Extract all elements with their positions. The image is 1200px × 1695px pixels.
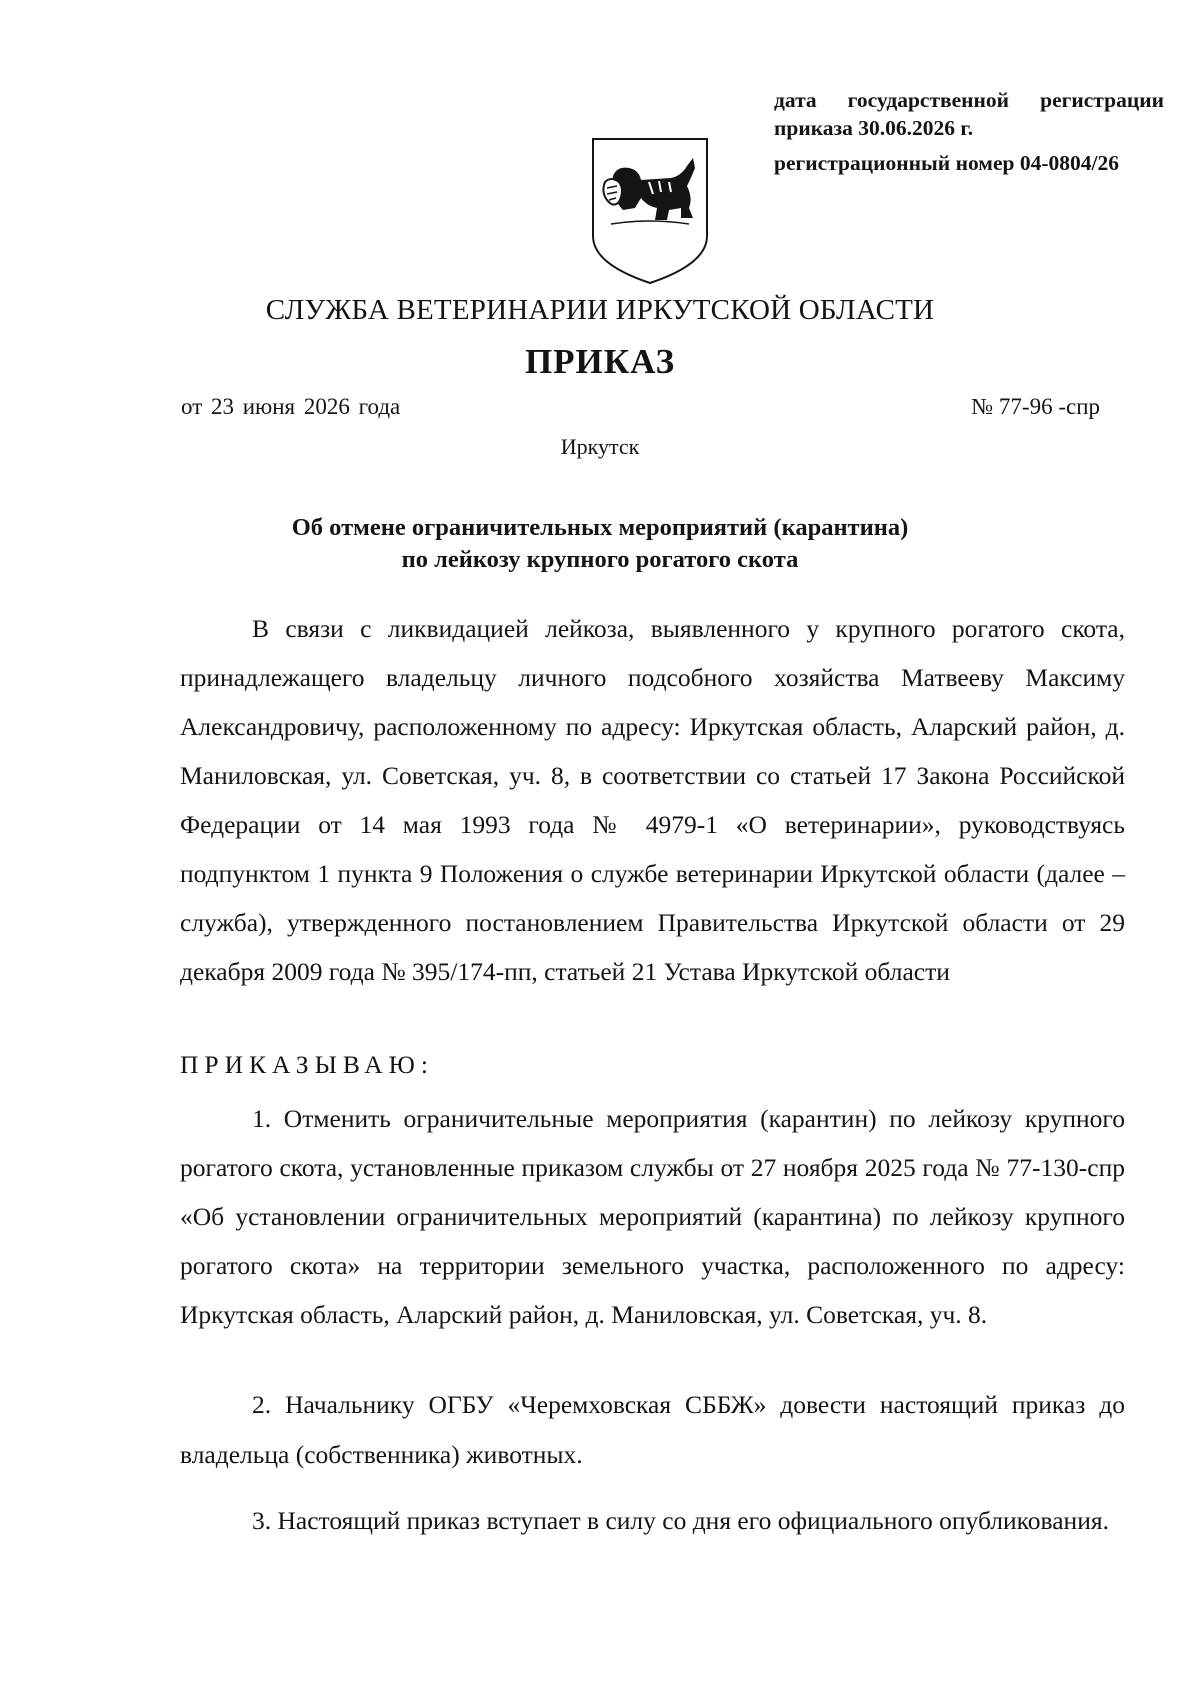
registration-line-2: приказа 30.06.2026 г. — [774, 116, 974, 140]
irkutsk-coat-of-arms-icon — [589, 136, 711, 286]
organization-name: СЛУЖБА ВЕТЕРИНАРИИ ИРКУТСКОЙ ОБЛАСТИ — [265, 294, 935, 326]
order-keyword: ПРИКАЗЫВАЮ: — [180, 1050, 434, 1079]
document-city: Иркутск — [560, 434, 640, 459]
subject-line-1: Об отмене ограничительных мероприятий (карантина) — [291, 514, 909, 541]
document-subject — [0, 512, 1200, 576]
document-type: ПРИКАЗ — [524, 342, 676, 381]
order-item-1: 1. Отменить ограничительные мероприятия (карантин) по лейкозу крупного рогатого скота, установленные приказом службы от 27 ноября 2025 года № 77-130-спр «Об установлении ограничительных мероприятий (карантина) по лейкозу крупного рогатого скота» на территории земельного участка, расположенного по адресу: Иркутская область, Аларский район, д. Маниловская, ул. Советская, уч. 8. — [180, 1104, 1125, 1329]
document-date: от 23 июня 2026 года — [181, 394, 401, 419]
registration-stamp — [774, 86, 1164, 177]
subject-line-2: по лейкозу крупного рогатого скота — [401, 546, 799, 573]
order-item-2: 2. Начальнику ОГБУ «Черемховская СББЖ» довести настоящий приказ до владельца (собственника) животных. — [180, 1390, 1125, 1469]
preamble-paragraph: В связи с ликвидацией лейкоза, выявленного у крупного рогатого скота, принадлежащего владельцу личного подсобного хозяйства Матвееву Максиму Александровичу, расположенному по адресу: Иркутская область, Аларский район, д. Маниловская, ул. Советская, уч. 8, в соответствии со статьей 17 Закона Российской Федерации от 14 мая 1993 года № 4979-1 «О ветеринарии», руководствуясь подпунктом 1 пункта 9 Положения о службе ветеринарии Иркутской области (далее – служба), утвержденного постановлением Правительства Иркутской области от 29 декабря 2009 года № 395/174-пп, статьей 21 Устава Иркутской области — [180, 614, 1125, 986]
registration-number: регистрационный номер 04-0804/26 — [774, 151, 1119, 175]
registration-line-1: дата государственной регистрации — [774, 88, 1164, 112]
order-item-3: 3. Настоящий приказ вступает в силу со дня его официального опубликования. — [252, 1506, 1109, 1535]
document-number: № 77-96 -спр — [971, 394, 1100, 419]
